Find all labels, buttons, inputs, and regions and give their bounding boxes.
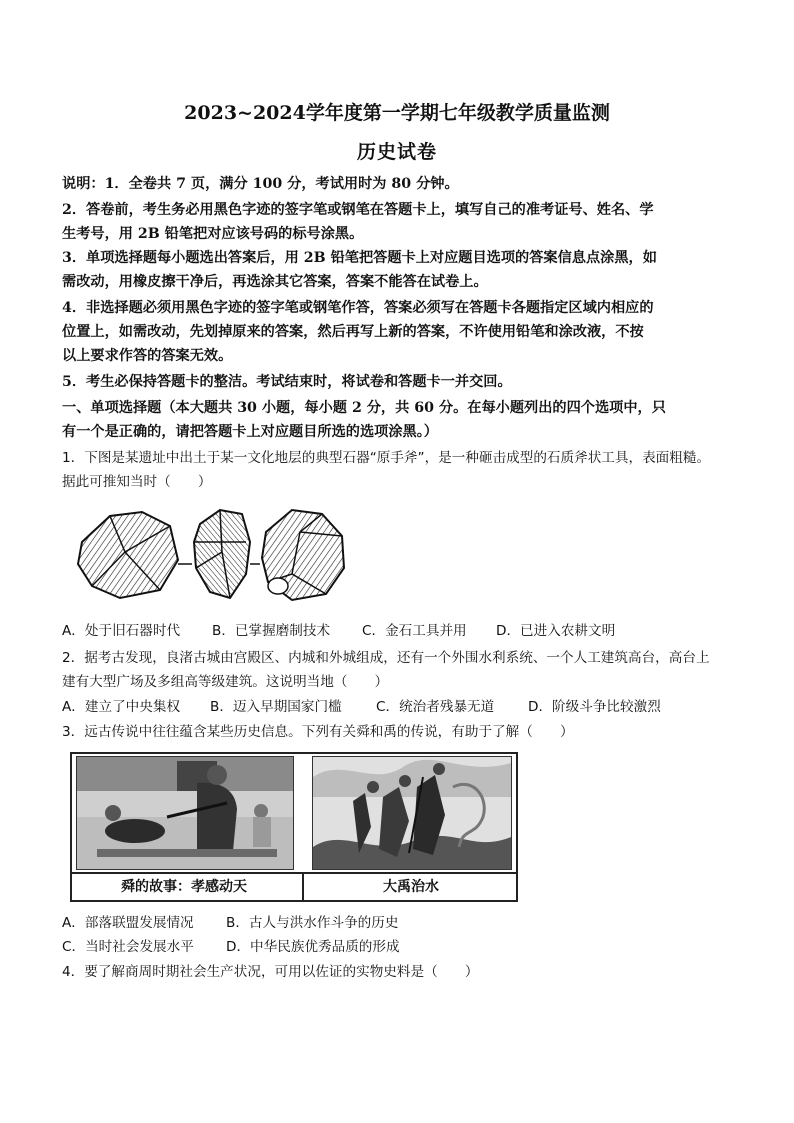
question-1-option-d: D．已进入农耕文明	[496, 623, 616, 639]
question-3-option-a: A．部落联盟发展情况	[62, 915, 194, 931]
instruction-line: 以上要求作答的答案无效。	[62, 348, 233, 364]
instruction-line: 需改动，用橡皮擦干净后，再选涂其它答案，答案不能答在试卷上。	[62, 274, 488, 290]
section-heading: 有一个是正确的，请把答题卡上对应题目所选的选项涂黑。）	[62, 424, 438, 440]
question-2-option-d: D．阶级斗争比较激烈	[528, 699, 661, 715]
instruction-line: 说明：1．全卷共 7 页，满分 100 分，考试用时为 80 分钟。	[62, 176, 459, 192]
shun-scene-image	[77, 757, 293, 869]
stone-tool-2	[194, 510, 250, 598]
question-3-stem: 3．远古传说中往往蕴含某些历史信息。下列有关舜和禹的传说，有助于了解（ ）	[62, 724, 574, 740]
instruction-line: 生考号，用 2B 铅笔把对应该号码的标号涂黑。	[62, 226, 364, 242]
shun-caption: 舜的故事：孝感动天	[121, 879, 247, 895]
question-2-stem: 2．据考古发现，良渚古城由宫殿区、内城和外城组成，还有一个外围水利系统、一个人工建筑高台，高台上	[62, 650, 710, 666]
legend-illustrations	[70, 752, 518, 902]
question-1-stem: 1．下图是某遗址中出土于某一文化地层的典型石器“原手斧”，是一种砸击成型的石质斧状工具，表面粗糙。	[62, 450, 711, 466]
yu-caption: 大禹治水	[383, 879, 439, 895]
caption-bar	[72, 872, 516, 900]
question-4-stem: 4．要了解商周时期社会生产状况，可用以佐证的实物史料是（ ）	[62, 964, 479, 980]
instruction-line: 位置上，如需改动，先划掉原来的答案，然后再写上新的答案，不许使用铅笔和涂改液，不按	[62, 324, 644, 340]
instruction-line: 3．单项选择题每小题选出答案后，用 2B 铅笔把答题卡上对应题目选项的答案信息点涂黑，如	[62, 250, 657, 266]
yu-illustration	[312, 756, 512, 870]
question-1-option-c: C．金石工具并用	[362, 623, 467, 639]
stone-tool-3	[262, 510, 344, 600]
caption-divider	[302, 874, 304, 900]
question-2-option-a: A．建立了中央集权	[62, 699, 181, 715]
instruction-line: 5．考生必保持答题卡的整洁。考试结束时，将试卷和答题卡一并交回。	[62, 374, 512, 390]
question-1-option-a: A．处于旧石器时代	[62, 623, 181, 639]
stone-tool-1	[78, 512, 178, 598]
exam-title: 2023~2024学年度第一学期七年级教学质量监测	[184, 102, 610, 124]
shun-illustration	[76, 756, 294, 870]
instruction-line: 4．非选择题必须用黑色字迹的签字笔或钢笔作答，答案必须写在答题卡各题指定区域内相应的	[62, 300, 654, 316]
hand-axe-figure	[70, 502, 350, 606]
question-3-option-b: B．古人与洪水作斗争的历史	[226, 915, 399, 931]
question-1-stem: 据此可推知当时（ ）	[62, 474, 212, 490]
yu-scene-image	[313, 757, 511, 869]
question-2-option-c: C．统治者残暴无道	[376, 699, 495, 715]
section-heading: 一、单项选择题（本大题共 30 小题，每小题 2 分，共 60 分。在每小题列出的四个选项中，只	[62, 400, 666, 416]
exam-subtitle: 历史试卷	[356, 141, 437, 163]
question-2-stem: 建有大型广场及多组高等级建筑。这说明当地（ ）	[62, 674, 389, 690]
question-2-option-b: B．迈入早期国家门槛	[210, 699, 342, 715]
instruction-line: 2．答卷前，考生务必用黑色字迹的签字笔或钢笔在答题卡上，填写自己的准考证号、姓名、学	[62, 202, 654, 218]
question-3-option-d: D．中华民族优秀品质的形成	[226, 939, 400, 955]
question-1-option-b: B．已掌握磨制技术	[212, 623, 331, 639]
question-3-option-c: C．当时社会发展水平	[62, 939, 194, 955]
